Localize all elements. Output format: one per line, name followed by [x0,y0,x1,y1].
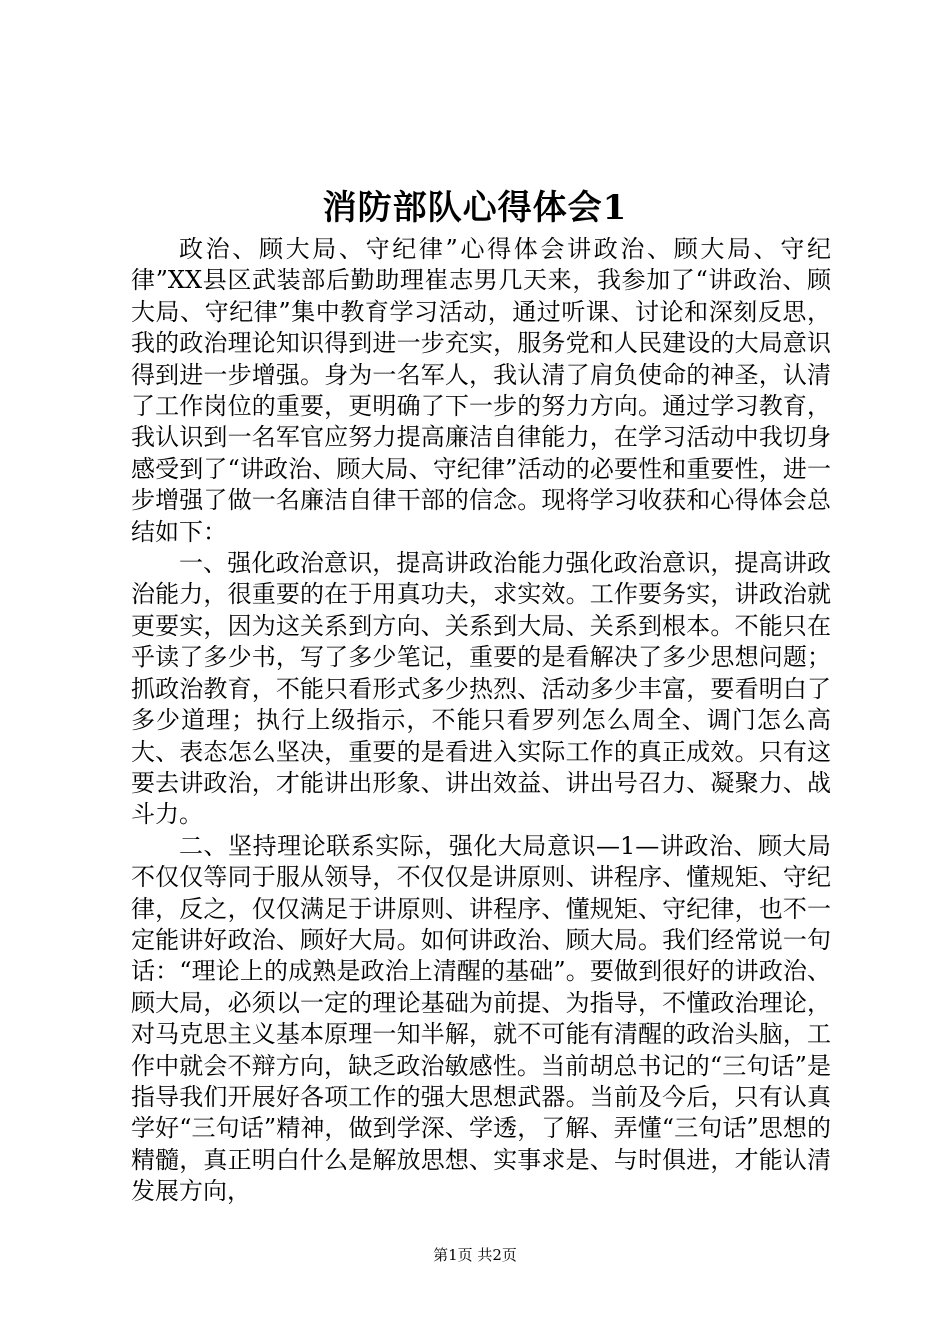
paragraph-section-2: 二、坚持理论联系实际，强化大局意识—1—讲政治、顾大局不仅仅等同于服从领导，不仅仅是讲原则、讲程序、懂规矩、守纪律，反之，仅仅满足于讲原则、讲程序、懂规矩、守纪律，也不一定能讲好政治、顾好大局。如何讲政治、顾大局。我们经常说一句话：“理论上的成熟是政治上清醒的基础”。要做到很好的讲政治、顾大局，必须以一定的理论基础为前提、为指导，不懂政治理论，对马克思主义基本原理一知半解，就不可能有清醒的政治头脑，工作中就会不辩方向，缺乏政治敏感性。当前胡总书记的“三句话”是指导我们开展好各项工作的强大思想武器。当前及今后，只有认真学好“三句话”精神，做到学深、学透，了解、弄懂“三句话”思想的精髓，真正明白什么是解放思想、实事求是、与时俱进，才能认清发展方向， [131,831,831,1206]
paragraph-section-1: 一、强化政治意识，提高讲政治能力强化政治意识，提高讲政治能力，很重要的在于用真功夫，求实效。工作要务实，讲政治就更要实，因为这关系到方向、关系到大局、关系到根本。不能只在乎读了多少书，写了多少笔记，重要的是看解决了多少思想问题；抓政治教育，不能只看形式多少热烈、活动多少丰富，要看明白了多少道理；执行上级指示，不能只看罗列怎么周全、调门怎么高大、表态怎么坚决，重要的是看进入实际工作的真正成效。只有这要去讲政治，才能讲出形象、讲出效益、讲出号召力、凝聚力、战斗力。 [131,549,831,829]
page-footer: 第1页 共2页 [433,1246,517,1264]
document-title: 消防部队心得体会1 [322,188,628,228]
document-body [131,234,831,1208]
paragraph-intro: 政治、顾大局、守纪律”心得体会讲政治、顾大局、守纪律”XX县区武装部后勤助理崔志男几天来，我参加了“讲政治、顾大局、守纪律”集中教育学习活动，通过听课、讨论和深刻反思，我的政治理论知识得到进一步充实，服务党和人民建设的大局意识得到进一步增强。身为一名军人，我认清了肩负使命的神圣，认清了工作岗位的重要，更明确了下一步的努力方向。通过学习教育，我认识到一名军官应努力提高廉洁自律能力，在学习活动中我切身感受到了“讲政治、顾大局、守纪律”活动的必要性和重要性，进一步增强了做一名廉洁自律干部的信念。现将学习收获和心得体会总结如下： [131,235,831,546]
